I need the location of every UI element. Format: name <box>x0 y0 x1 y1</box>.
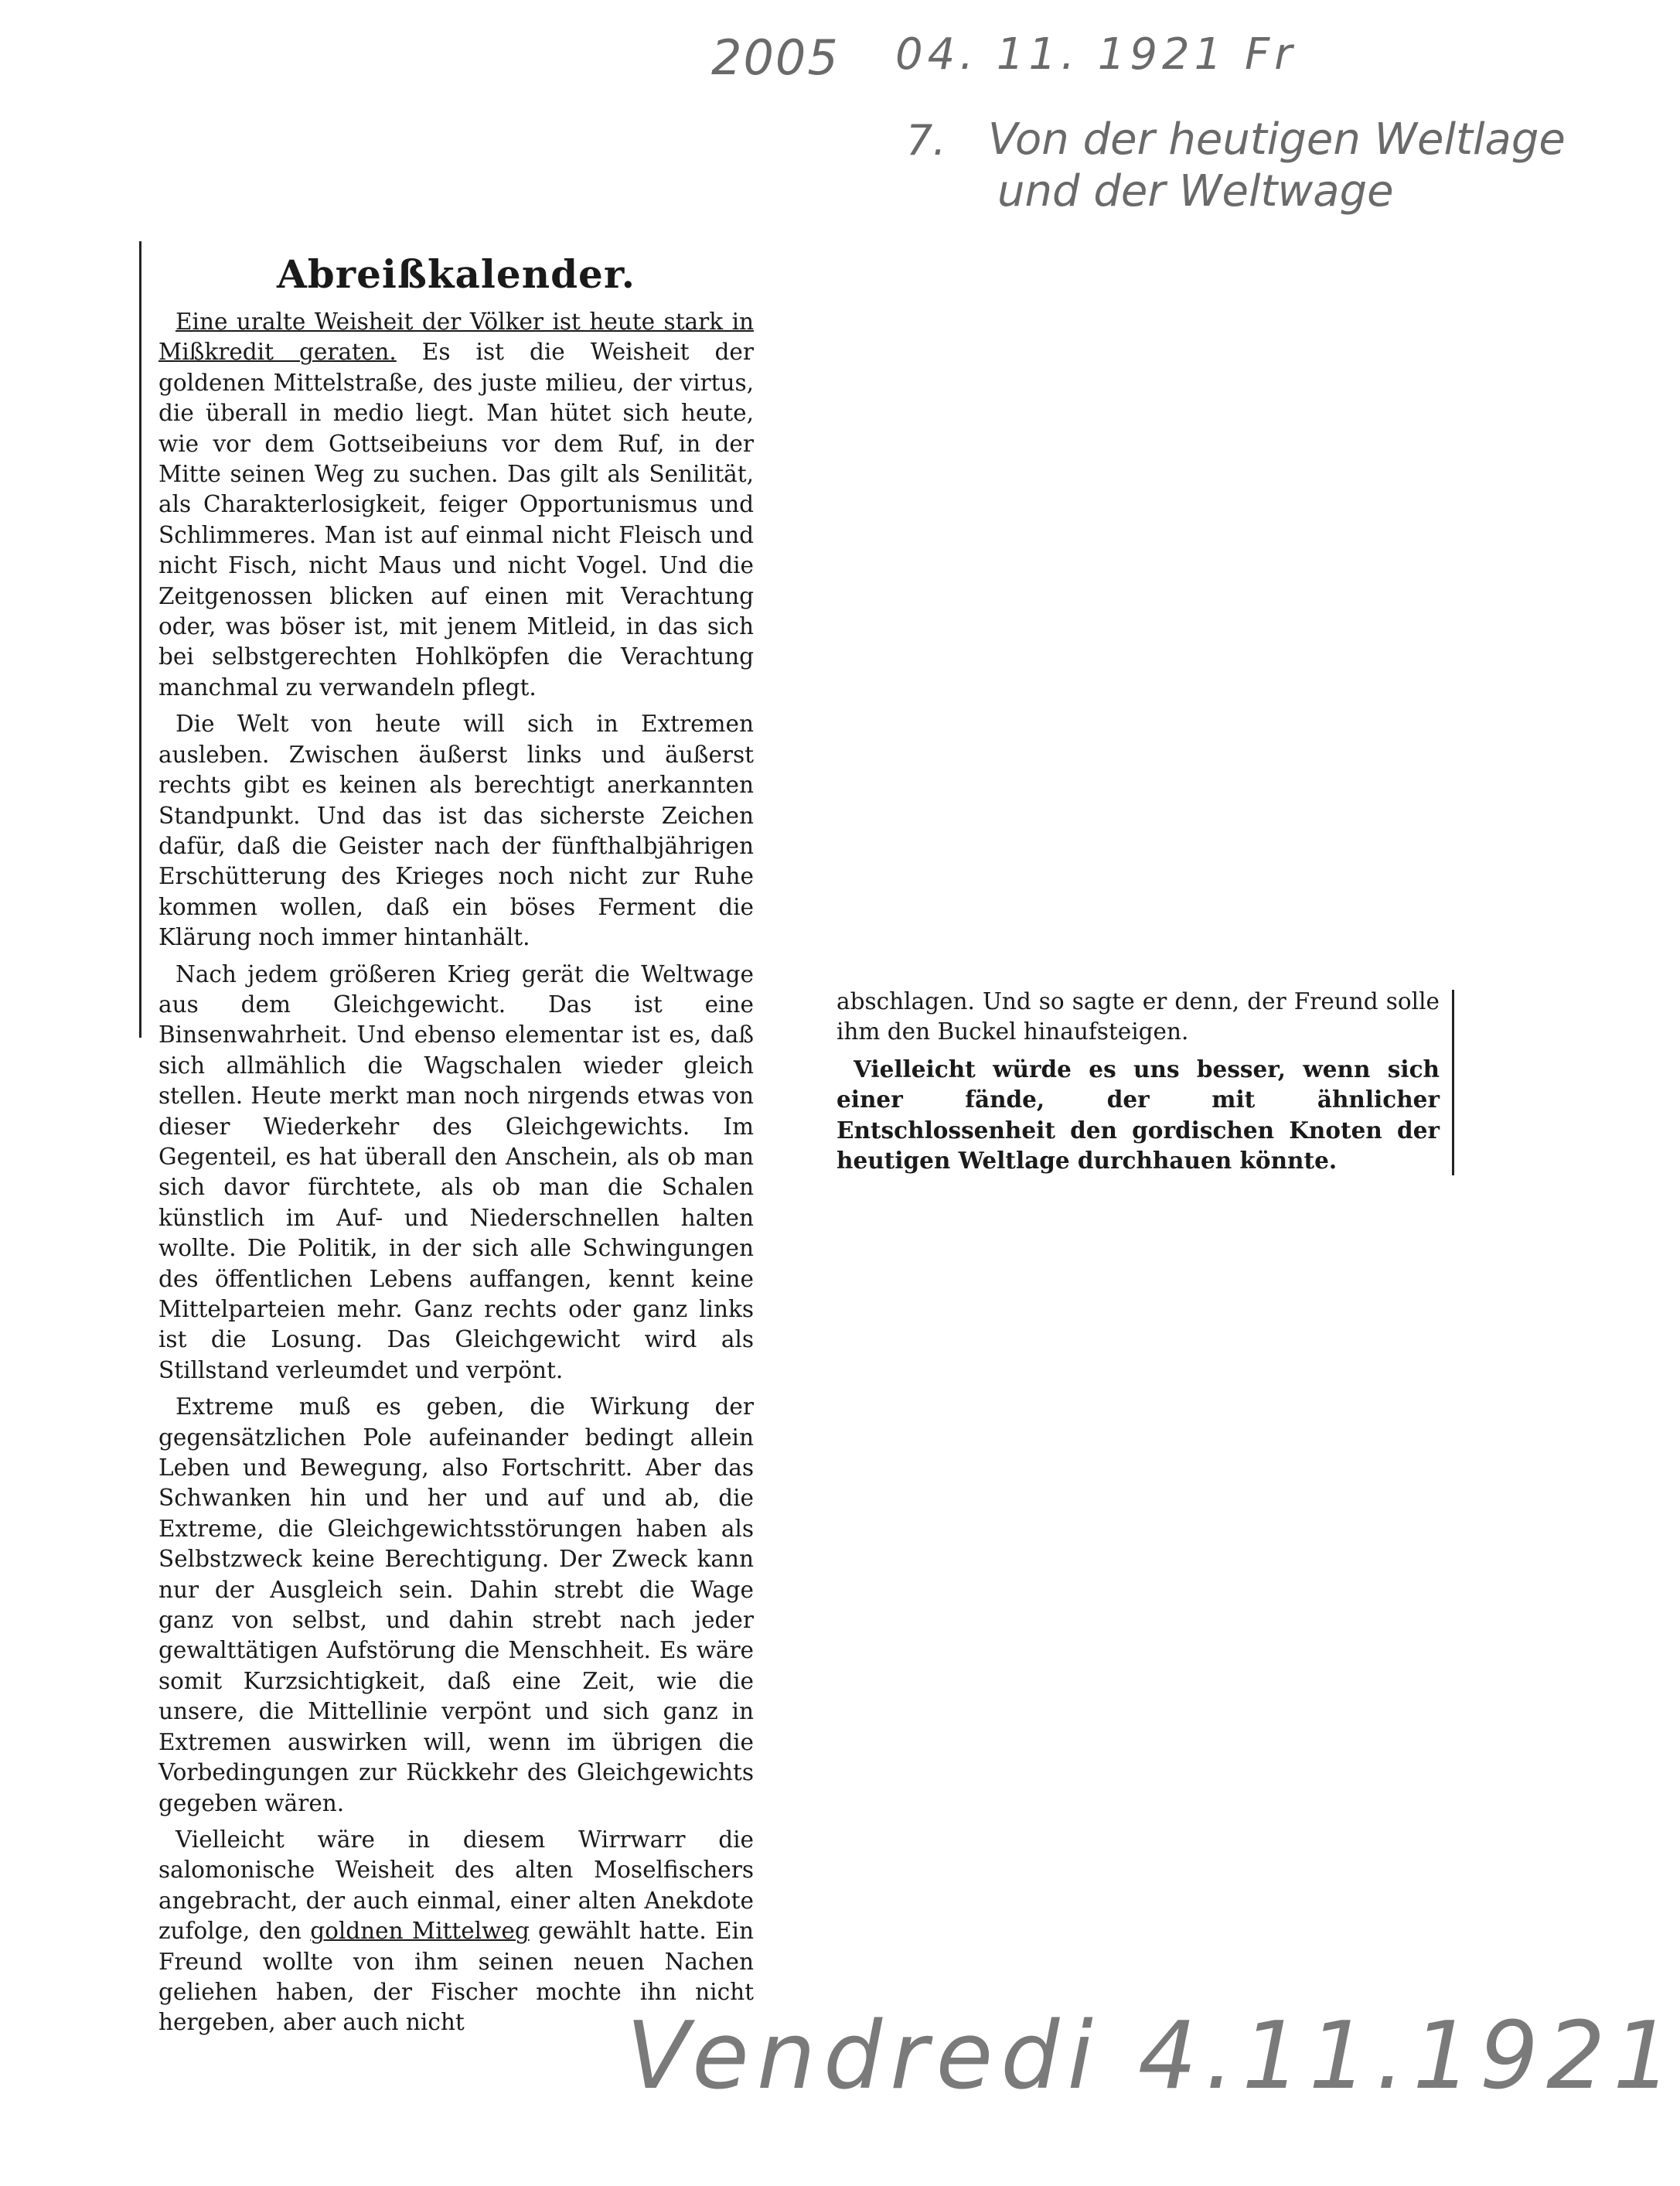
handwritten-note-line-2: und der Weltwage <box>997 166 1394 217</box>
paragraph-1 <box>158 307 754 703</box>
article-column-right <box>837 987 1440 1182</box>
column-rule-left <box>139 241 141 1038</box>
article-title: Abreißkalender. <box>276 251 636 297</box>
column-rule-right <box>1452 990 1454 1175</box>
paragraph-4: Extreme muß es geben, die Wirkung der gegensätzlichen Pole aufeinander bedingt allein Leben und Bewegung, also Fortschritt. Aber das Schwanken hin und her und auf und ab, die Extreme, die Gleichgewichtsstörungen haben als Selbstzweck keine Berechtigung. Der Zweck kann nur der Ausgleich sein. Dahin strebt die Wage ganz von selbst, und dahin strebt nach jeder gewalttätigen Aufstörung die Menschheit. Es wäre somit Kurzsichtigkeit, daß eine Zeit, wie die unsere, die Mittellinie verpönt und sich ganz in Extremen auswirken will, wenn im übrigen die Vorbedingungen zur Rückkehr des Gleichgewichts gegeben wären. <box>158 1393 754 1816</box>
handwritten-archive-date: 04. 11. 1921 Fr <box>895 29 1297 80</box>
paragraph-6: abschlagen. Und so sagte er denn, der Freund solle ihm den Buckel hinaufsteigen. <box>837 988 1440 1045</box>
underlined-phrase: Eine uralte Weisheit der Völker ist heute stark in Mißkredit geraten. <box>158 309 754 366</box>
handwritten-note-line-1: Von der heutigen Weltlage <box>988 114 1566 165</box>
handwritten-note-number: 7. <box>906 116 946 165</box>
underlined-phrase-2: goldnen Mittelweg <box>310 1918 530 1945</box>
paragraph-7: Vielleicht würde es uns besser, wenn sich einer fände, der mit ähnlicher Entschlossenheit den gordischen Knoten der heutigen Weltlage durchhauen könnte. <box>837 1055 1440 1175</box>
handwritten-archive-number: 2005 <box>711 29 840 86</box>
handwritten-bottom-date: Vendredi 4.11.1921 <box>626 2003 1680 2110</box>
paragraph-1-text: Es ist die Weisheit der goldenen Mittelstraße, des juste milieu, der virtus, die überall in medio liegt. Man hütet sich heute, wie vor dem Gottseibeiuns vor dem Ruf, in der Mitte seinen Weg zu suchen. Das gilt als Senilität, als Charakterlosigkeit, feiger Opportunismus und Schlimmeres. Man ist auf einmal nicht Fleisch und nicht Fisch, nicht Maus und nicht Vogel. Und die Zeitgenossen blicken auf einen mit Verachtung oder, was böser ist, mit jenem Mitleid, in das sich bei selbstgerechten Hohlköpfen die Verachtung manchmal zu verwandeln pflegt. <box>158 339 754 701</box>
paragraph-5-text-a: Vielleicht wäre in diesem Wirrwarr die salomonische Weisheit des alten Moselfischers angebracht, der auch einmal, einer alten Anekdote zufolge, den <box>158 1826 754 1945</box>
paragraph-5-text-b: gewählt hatte. Ein Freund wollte von ihm seinen neuen Nachen geliehen haben, der Fischer mochte ihn nicht hergeben, aber auch nicht <box>158 1918 754 2036</box>
paragraph-2: Die Welt von heute will sich in Extremen ausleben. Zwischen äußerst links und äußerst rechts gibt es keinen als berechtigt anerkannten Standpunkt. Und das ist das sicherste Zeichen dafür, daß die Geister nach der fünfthalbjährigen Erschütterung des Krieges noch nicht zur Ruhe kommen wollen, daß ein böses Ferment die Klärung noch immer hintanhält. <box>158 711 754 951</box>
article-column-left <box>158 251 754 2044</box>
paragraph-3: Nach jedem größeren Krieg gerät die Weltwage aus dem Gleichgewicht. Das ist eine Binsenwahrheit. Und ebenso elementar ist es, daß sich allmählich die Wagschalen wieder gleich stellen. Heute merkt man noch nirgends etwas von dieser Wiederkehr des Gleichgewichts. Im Gegenteil, es hat überall den Anschein, als ob man sich davor fürchtete, als ob man die Schalen künstlich im Auf- und Niederschnellen halten wollte. Die Politik, in der sich alle Schwingungen des öffentlichen Lebens auffangen, kennt keine Mittelparteien mehr. Ganz rechts oder ganz links ist die Losung. Das Gleichgewicht wird als Stillstand verleumdet und verpönt. <box>158 960 754 1383</box>
